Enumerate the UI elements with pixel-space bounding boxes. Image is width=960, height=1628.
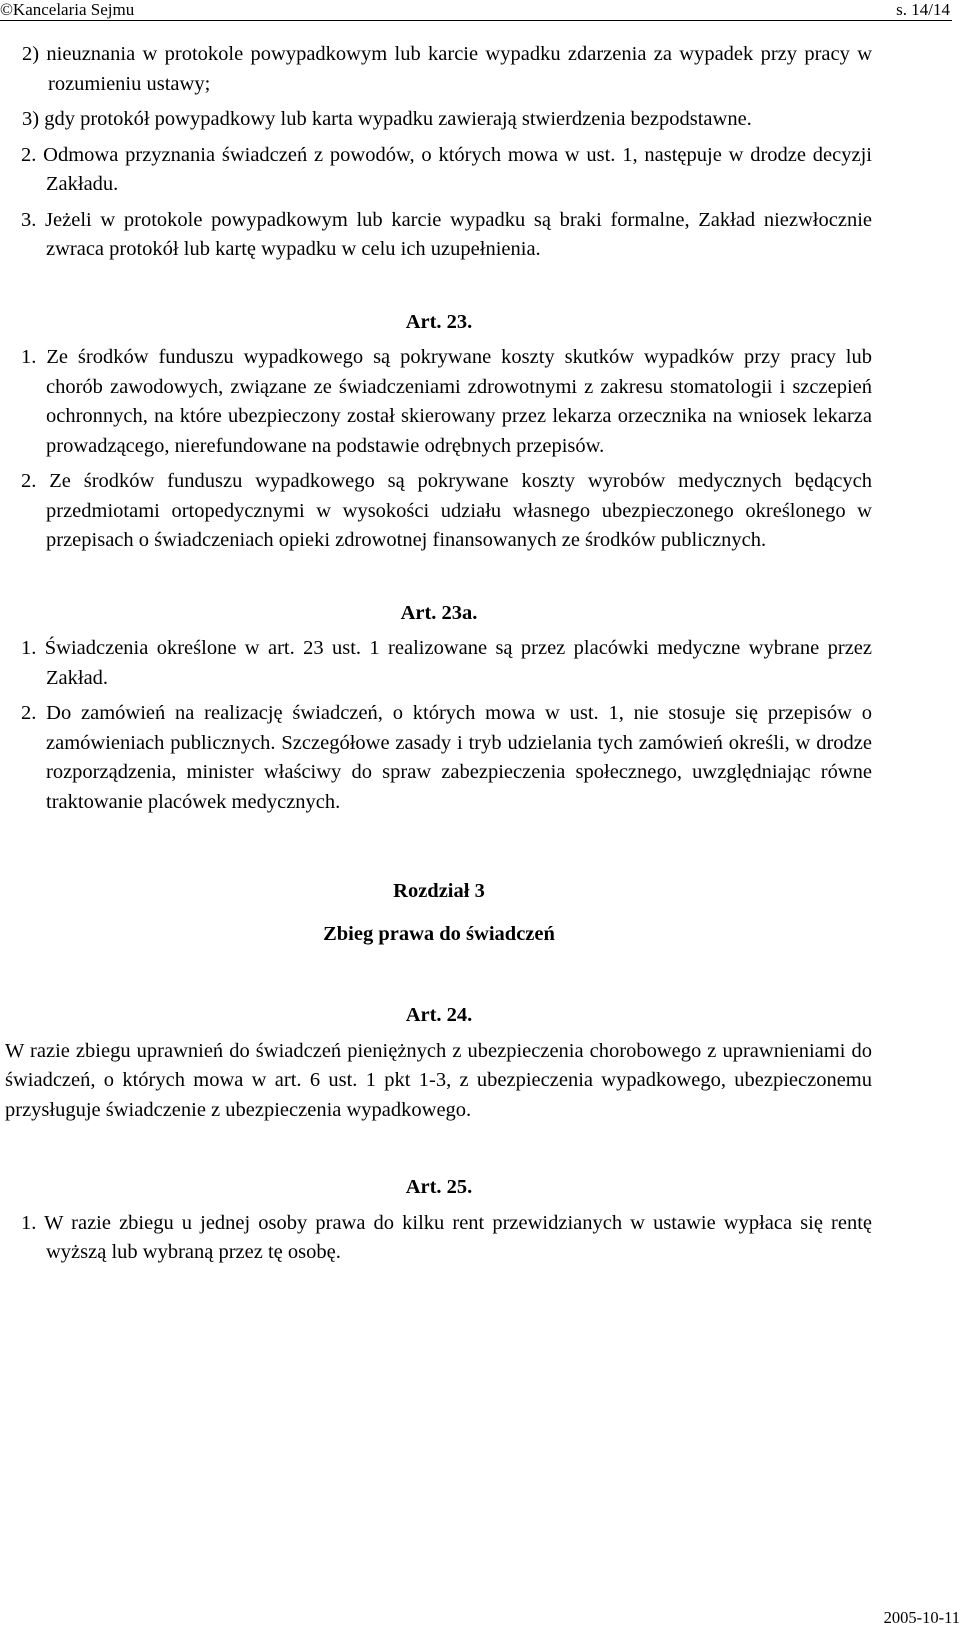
article-24-title: Art. 24. <box>405 1004 473 1026</box>
art23-paragraph-1: 1. Ze środków funduszu wypadkowego są pokrywane koszty skutków wypadków przy pracy lub chorób zawodowych, związane ze świadczeniami zdrowotnymi z zakresu stomatologii i szczepień ochronnych, na które ubezpieczony został skierowany przez lekarza orzecznika na wniosek lekarza prowadzącego, nierefundowane na podstawie odrębnych przepisów. <box>21 346 872 457</box>
chapter-number: Rozdział 3 <box>393 880 485 902</box>
list-item-3: 3) gdy protokół powypadkowy lub karta wypadku zawierają stwierdzenia bezpodstawne. <box>22 108 752 130</box>
header-page-number: s. 14/14 <box>896 0 950 19</box>
art24-text: W razie zbiegu uprawnień do świadczeń pieniężnych z ubezpieczenia chorobowego z uprawnieniami do świadczeń, o których mowa w art. 6 ust. 1 pkt 1-3, z ubezpieczenia wypadkowego, ubezpieczonemu przysługuje świadczenie z ubezpieczenia wypadkowego. <box>5 1039 872 1121</box>
article-23a-title: Art. 23a. <box>400 601 478 624</box>
list-item-2: 2) nieuznania w protokole powypadkowym lub karcie wypadku zdarzenia za wypadek przy pracy w rozumieniu ustawy; <box>22 43 872 95</box>
art22-paragraph-3: 3. Jeżeli w protokole powypadkowym lub karcie wypadku są braki formalne, Zakład niezwłocznie zwraca protokół lub kartę wypadku w celu ich uzupełnienia. <box>21 208 872 260</box>
header-source: ©Kancelaria Sejmu <box>0 0 135 19</box>
art22-paragraph-2: 2. Odmowa przyznania świadczeń z powodów, o których mowa w ust. 1, następuje w drodze decyzji Zakładu. <box>21 143 872 195</box>
art23a-paragraph-2: 2. Do zamówień na realizację świadczeń, o których mowa w ust. 1, nie stosuje się przepisów o zamówieniach publicznych. Szczegółowe zasady i tryb udzielania tych zamówień określi, w drodze rozporządzenia, minister właściwy do spraw zabezpieczenia społecznego, uwzględniając równe traktowanie placówek medycznych. <box>21 702 872 813</box>
footer-date: 2005-10-11 <box>883 1608 960 1627</box>
document-body <box>0 40 872 1274</box>
chapter-title: Zbieg prawa do świadczeń <box>323 922 555 945</box>
art23a-paragraph-1: 1. Świadczenia określone w art. 23 ust. 1 realizowane są przez placówki medyczne wybrane przez Zakład. <box>21 637 872 689</box>
header-rule <box>0 20 952 21</box>
article-23-title: Art. 23. <box>405 310 473 333</box>
art25-paragraph-1: 1. W razie zbiegu u jednej osoby prawa do kilku rent przewidzianych w ustawie wypłaca się rentę wyższą lub wybraną przez tę osobę. <box>21 1211 872 1263</box>
article-25-title: Art. 25. <box>405 1176 473 1198</box>
art23-paragraph-2: 2. Ze środków funduszu wypadkowego są pokrywane koszty wyrobów medycznych będących przedmiotami ortopedycznymi w wysokości udziału własnego ubezpieczonego określonego w przepisach o świadczeniach opieki zdrowotnej finansowanych ze środków publicznych. <box>21 470 872 551</box>
